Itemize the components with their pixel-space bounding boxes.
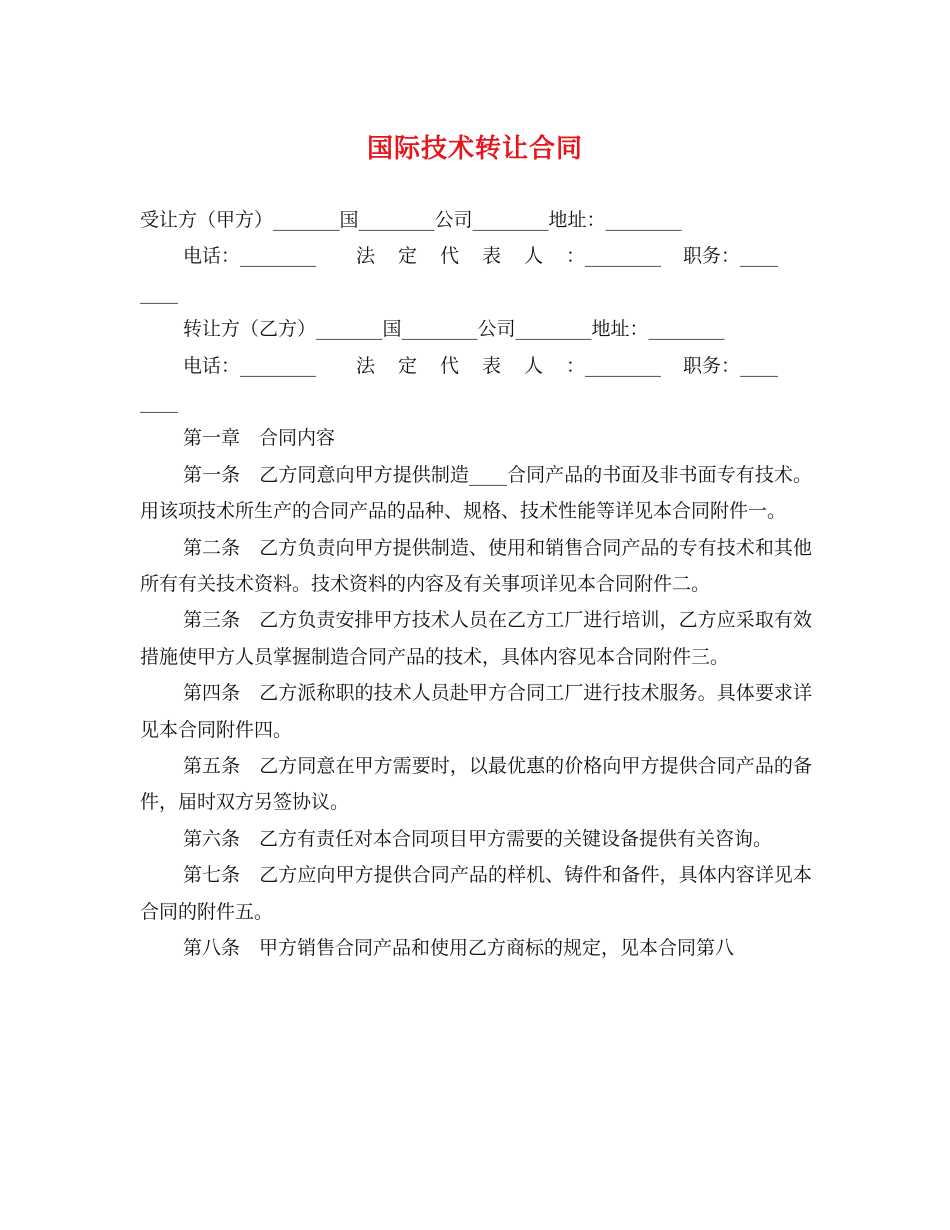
legal-rep-label: 法定代表人 — [356, 245, 567, 268]
party-a-contact-line — [140, 238, 812, 274]
party-b-line: 转让方（乙方）_______国________公司________地址：________ — [183, 318, 725, 341]
party-a-wrap-line: ____ — [140, 281, 178, 304]
party-a-line: 受让方（甲方）_______国________公司________地址：________ — [140, 209, 682, 231]
article-7: 第七条 乙方应向甲方提供合同产品的样机、铸件和备件，具体内容详见本合同的附件五。 — [140, 864, 812, 923]
document-title: 国际技术转让合同 — [366, 134, 583, 164]
article-2: 第二条 乙方负责向甲方提供制造、使用和销售合同产品的专有技术和其他所有有关技术资料。技术资料的内容及有关事项详见本合同附件二。 — [140, 536, 812, 595]
article-8: 第八条 甲方销售合同产品和使用乙方商标的规定，见本合同第八 — [183, 937, 735, 960]
document-body — [140, 202, 812, 966]
article-5: 第五条 乙方同意在甲方需要时，以最优惠的价格向甲方提供合同产品的备件，届时双方另签协议。 — [140, 754, 812, 814]
party-b-contact-line — [140, 348, 812, 384]
article-4: 第四条 乙方派称职的技术人员赴甲方合同工厂进行技术服务。具体要求详见本合同附件四。 — [140, 682, 812, 741]
chapter-heading: 第一章 合同内容 — [183, 427, 336, 450]
phone-field: 电话：________ — [183, 354, 317, 377]
position-field: 职务：____ — [683, 245, 779, 268]
article-1: 第一条 乙方同意向甲方提供制造____合同产品的书面及非书面专有技术。用该项技术所生产的合同产品的品种、规格、技术性能等详见本合同附件一。 — [140, 463, 812, 523]
legal-rep-label: 法定代表人 — [356, 354, 567, 377]
phone-field: 电话：________ — [183, 245, 317, 268]
article-3: 第三条 乙方负责安排甲方技术人员在乙方工厂进行培训，乙方应采取有效措施使甲方人员掌握制造合同产品的技术，具体内容见本合同附件三。 — [140, 609, 812, 668]
legal-rep-field: ：________ — [566, 354, 662, 377]
position-field: 职务：____ — [683, 354, 779, 377]
article-6: 第六条 乙方有责任对本合同项目甲方需要的关键设备提供有关咨询。 — [183, 827, 773, 850]
party-b-wrap-line: ____ — [140, 390, 178, 413]
legal-rep-field: ：________ — [566, 245, 662, 268]
